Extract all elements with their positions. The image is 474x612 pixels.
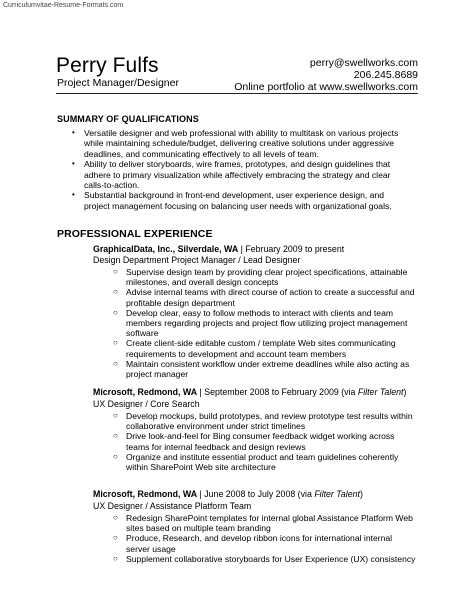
bullet-icon: ○ bbox=[113, 451, 118, 461]
bullet-icon: ○ bbox=[113, 358, 118, 368]
job-title: Design Department Project Manager / Lead Designer bbox=[93, 255, 301, 265]
bullet-icon: • bbox=[72, 159, 75, 169]
duty-item: ○ Organize and institute essential product and team guidelines coherently within SharePoint Web site architecture bbox=[113, 451, 399, 473]
job-header: Microsoft, Redmond, WA | June 2008 to July 2008 (via Filter Talent) bbox=[93, 489, 363, 499]
job-dates: | June 2008 to July 2008 (via bbox=[197, 489, 315, 499]
bullet-icon: ○ bbox=[113, 431, 118, 441]
job-title: UX Designer / Core Search bbox=[93, 399, 200, 409]
bullet-icon: ○ bbox=[113, 287, 118, 297]
job-header: Microsoft, Redmond, WA | September 2008 to February 2009 (via Filter Talent) bbox=[93, 387, 407, 397]
bullet-icon: ○ bbox=[113, 513, 118, 522]
job-agency: Filter Talent bbox=[357, 387, 404, 397]
job-title: UX Designer / Assistance Platform Team bbox=[93, 501, 252, 511]
candidate-name: Perry Fulfs bbox=[56, 54, 159, 77]
job-duties bbox=[113, 411, 416, 473]
header-divider bbox=[56, 93, 418, 94]
duty-item: ○ Supervise design team by providing clear project specifications, attainable milestones, and overall design concepts bbox=[113, 267, 408, 288]
duty-item: ○ Develop mockups, build prototypes, and review prototype test results within collaborative environment under strict timelines bbox=[113, 411, 413, 432]
experience-heading: PROFESSIONAL EXPERIENCE bbox=[57, 228, 213, 240]
duty-item: ○ Produce, Research, and develop ribbon icons for international internal server usage bbox=[113, 533, 393, 554]
duty-item: ○ Redesign SharePoint templates for internal global Assistance Platform Web sites based on multiple team branding bbox=[113, 513, 413, 534]
portfolio-link[interactable]: Online portfolio at www.swellworks.com bbox=[234, 81, 418, 93]
summary-list bbox=[72, 128, 404, 211]
email-link[interactable]: perry@swellworks.com bbox=[309, 57, 418, 69]
bullet-icon: ○ bbox=[113, 553, 118, 563]
bullet-icon: ○ bbox=[113, 411, 118, 420]
job-dates: | September 2008 to February 2009 (via bbox=[197, 387, 358, 397]
job-company: GraphicalData, Inc., Silverdale, WA bbox=[93, 244, 239, 254]
duty-item: ○ Advise internal teams with direct course of action to create a successful and profitable design department bbox=[113, 287, 415, 308]
phone-number: 206.245.8689 bbox=[353, 69, 418, 81]
contact-block bbox=[234, 57, 418, 93]
bullet-icon: ○ bbox=[113, 338, 118, 348]
bullet-icon: ○ bbox=[113, 307, 118, 317]
summary-heading: SUMMARY OF QUALIFICATIONS bbox=[57, 114, 199, 124]
duty-item: ○ Supplement collaborative storyboards for User Experience (UX) consistency bbox=[113, 553, 416, 564]
bullet-icon: ○ bbox=[113, 267, 118, 276]
duty-item: ○ Maintain consistent workflow under extreme deadlines while also acting as project manager bbox=[113, 358, 410, 380]
summary-item: • Ability to deliver storyboards, wire frames, prototypes, and design guidelines that adhere to primary visualization while affectively embracing the strategy and clear calls-to-action. bbox=[72, 159, 391, 191]
watermark-text: Curriculumvitae-Resume-Formats.com bbox=[3, 2, 124, 9]
duty-item: ○ Drive look-and-feel for Bing consumer feedback widget working across teams for internal feedback and design reviews bbox=[113, 431, 395, 452]
bullet-icon: • bbox=[72, 128, 75, 137]
bullet-icon: ○ bbox=[113, 533, 118, 543]
job-agency: Filter Talent bbox=[314, 489, 360, 499]
job-duties bbox=[113, 513, 416, 564]
duty-item: ○ Develop clear, easy to follow methods to interact with clients and team members regarding projects and project flow utilizing project management software bbox=[113, 307, 408, 339]
job-company: Microsoft, Redmond, WA bbox=[93, 387, 198, 397]
job-duties bbox=[113, 267, 416, 380]
duty-item: ○ Create client-side editable custom / template Web sites communicating requirements to development and account team members bbox=[113, 338, 396, 359]
summary-item: • Substantial background in front-end development, user experience design, and project management focusing on balancing user needs with organizational goals. bbox=[72, 190, 392, 211]
job-company: Microsoft, Redmond, WA bbox=[93, 489, 198, 499]
summary-item: • Versatile designer and web professional with ability to multitask on various projects while maintaining schedule/budget, delivering creative solutions under aggressive deadlines, and communicating effectively to all levels of team. bbox=[72, 128, 399, 159]
job-dates: | February 2009 to present bbox=[238, 244, 345, 254]
bullet-icon: • bbox=[72, 190, 75, 200]
job-header bbox=[93, 244, 344, 255]
candidate-role: Project Manager/Designer bbox=[57, 77, 179, 89]
